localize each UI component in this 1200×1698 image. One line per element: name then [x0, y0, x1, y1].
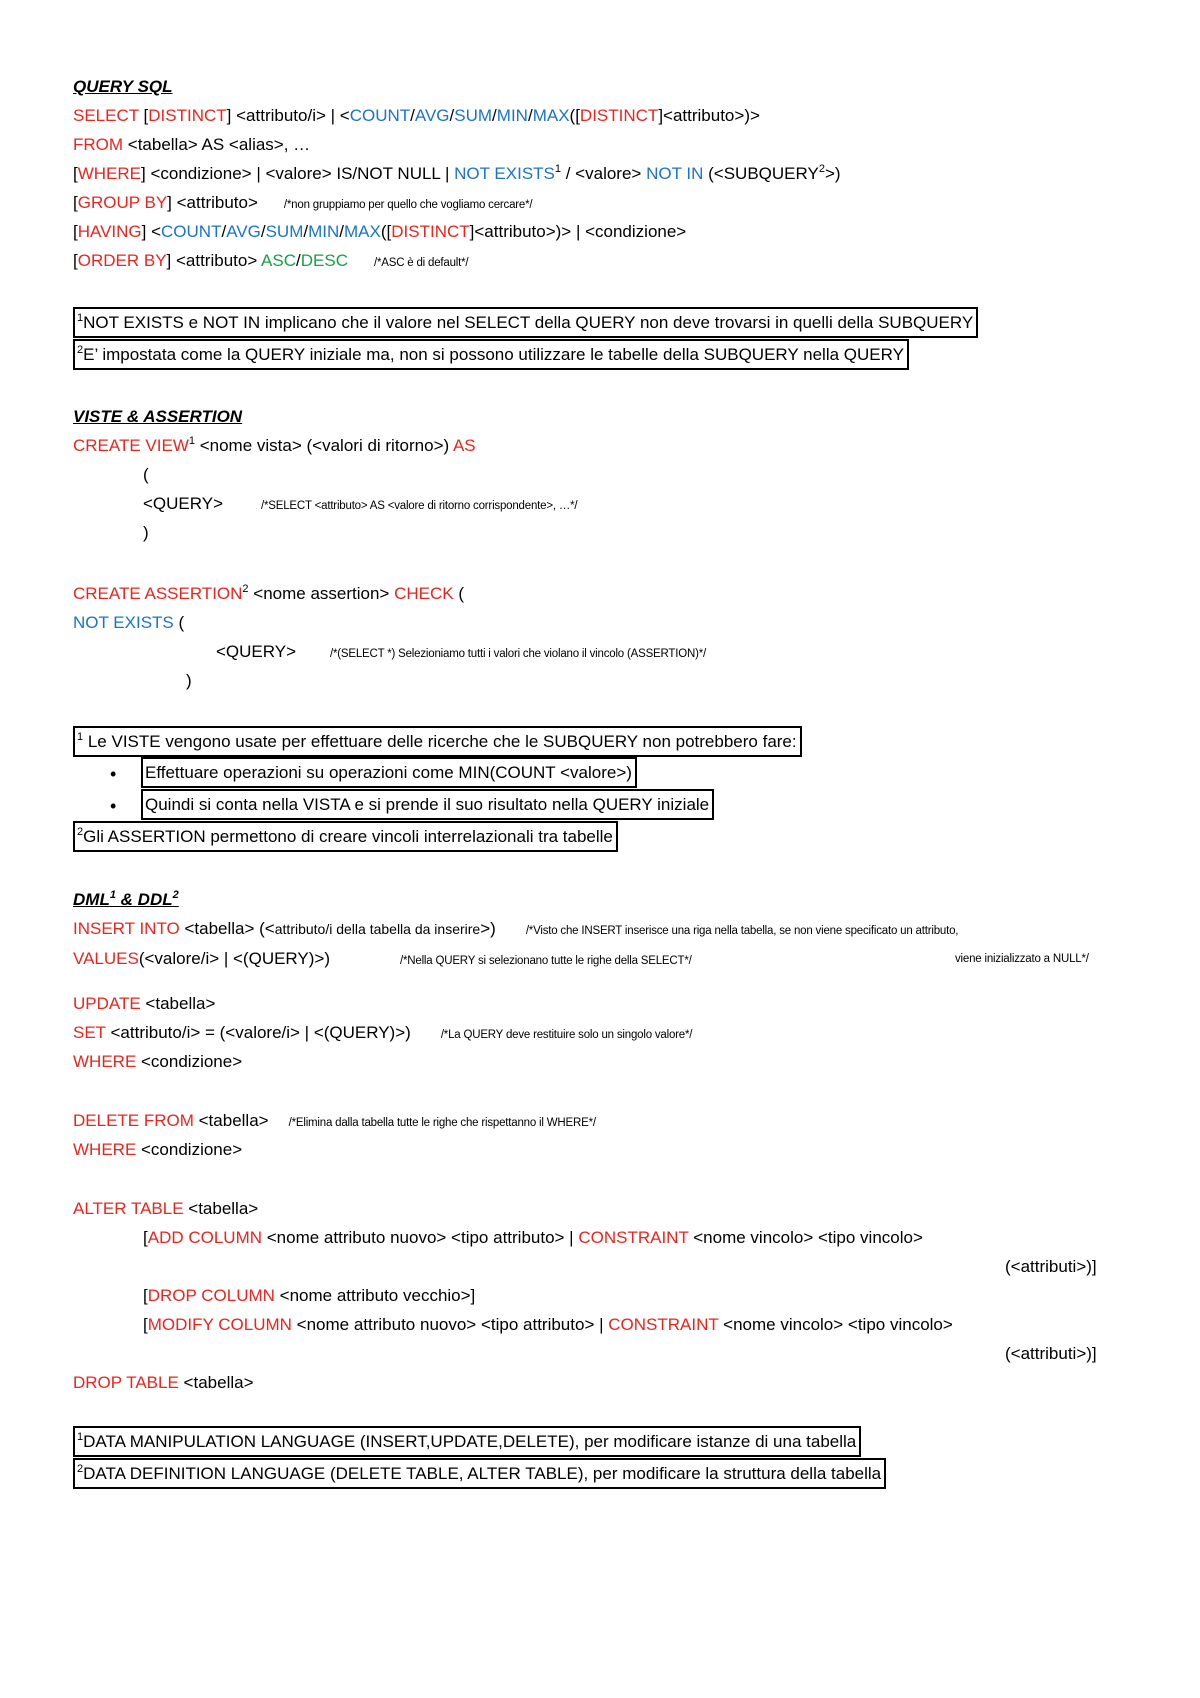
footnote-box: $^2$E’ impostata come la QUERY iniziale ma, non si possono utilizzare le tabelle della SUBQUERY nella QUERY: [73, 339, 909, 370]
add-column-cont: (<attributi>)]: [1005, 1257, 1097, 1276]
not-exists-line: NOT EXISTS (: [73, 613, 185, 632]
orderby-line: [ORDER BY] <attributo> ASC/DESC /*ASC è di default*/: [73, 251, 469, 270]
create-view-line: CREATE $VIEW^1$ <nome vista> (<valori di ritorno>) AS: [73, 435, 476, 455]
from-line: FROM <tabella> AS <alias>, …: [73, 135, 311, 154]
comment: /*SELECT <attributo> AS <valore di ritorno corrispondente>, …*/: [261, 500, 578, 512]
comment: viene inizializzato a NULL*/: [955, 953, 1089, 965]
where-line: WHERE <condizione>: [73, 1052, 243, 1071]
footnote-box: $^2$Gli ASSERTION permettono di creare vincoli interrelazionali tra tabelle: [73, 821, 618, 852]
groupby-line: [GROUP BY] <attributo> /*non gruppiamo per quello che vogliamo cercare*/: [73, 193, 533, 212]
drop-column-line: [DROP COLUMN <nome attributo vecchio>]: [143, 1286, 476, 1305]
comment: /*Elimina dalla tabella tutte le righe che rispettanno il WHERE*/: [288, 1117, 596, 1129]
query-placeholder: <QUERY> /*(SELECT *) Selezioniamo tutti i valori che violano il vincolo (ASSERTION)*/: [216, 642, 706, 661]
bullet-icon: •: [110, 764, 117, 784]
where-line: WHERE <condizione>: [73, 1140, 243, 1159]
create-assertion-line: CREATE $ASSERTION^2$ <nome assertion> CHECK (: [73, 583, 464, 603]
query-placeholder: <QUERY> /*SELECT <attributo> AS <valore di ritorno corrispondente>, …*/: [143, 494, 578, 513]
comment: /*ASC è di default*/: [373, 257, 469, 269]
drop-table-line: DROP TABLE <tabella>: [73, 1373, 254, 1392]
footnote-bullet-box: Effettuare operazioni su operazioni come MIN(COUNT <valore>): [141, 757, 637, 788]
alter-table-line: ALTER TABLE <tabella>: [73, 1199, 259, 1218]
select-line: SELECT [DISTINCT] <attributo/i> | <COUNT/AVG/SUM/MIN/MAX([DISTINCT]<attributo>)>: [73, 106, 760, 125]
kw-select: SELECT: [73, 106, 139, 125]
section-heading-dml: DML$^1$ & DDL$^2$: [73, 889, 179, 909]
comment: /*La QUERY deve restituire solo un singolo valore*/: [440, 1029, 693, 1041]
footnote-box: $^1$NOT EXISTS e NOT IN implicano che il valore nel SELECT della QUERY non deve trovarsi in quelli della SUBQUERY: [73, 307, 978, 338]
comment: /*non gruppiamo per quello che vogliamo cercare*/: [283, 199, 533, 211]
paren-close: ): [186, 671, 192, 690]
paren-close: ): [143, 523, 149, 542]
update-line: UPDATE <tabella>: [73, 994, 216, 1013]
footnote-box: $^2$DATA DEFINITION LANGUAGE (DELETE TABLE, ALTER TABLE), per modificare la struttura della tabella: [73, 1458, 886, 1489]
modify-column-cont: (<attributi>)]: [1005, 1344, 1097, 1363]
comment: /*(SELECT *) Selezioniamo tutti i valori che violano il vincolo (ASSERTION)*/: [330, 648, 706, 660]
where-line: [WHERE] <condizione> | <valore> IS/NOT NULL | NOT EXISTS$^1$ / <valore> NOT IN $(<SUBQUERY^2>)$: [73, 163, 841, 183]
delete-line: DELETE FROM <tabella> /*Elimina dalla tabella tutte le righe che rispettanno il WHERE*/: [73, 1111, 596, 1130]
footnote-bullet-box: Quindi si conta nella VISTA e si prende il suo risultato nella QUERY iniziale: [141, 789, 714, 820]
comment: /*Visto che INSERT inserisce una riga nella tabella, se non viene specificato un attributo,: [525, 925, 959, 937]
footnote-box: $^1$DATA MANIPULATION LANGUAGE (INSERT,UPDATE,DELETE), per modificare istanze di una tabella: [73, 1426, 861, 1457]
bullet-icon: •: [110, 796, 117, 816]
having-line: [HAVING] <COUNT/AVG/SUM/MIN/MAX([DISTINCT]<attributo>)> | <condizione>: [73, 222, 687, 241]
modify-column-line: [MODIFY COLUMN <nome attributo nuovo> <tipo attributo> | CONSTRAINT <nome vincolo> <tipo vincolo>: [143, 1315, 953, 1334]
section-heading-viste: VISTE & ASSERTION: [73, 407, 243, 426]
set-line: SET <attributo/i> = (<valore/i> | <(QUERY)>) /*La QUERY deve restituire solo un singolo valore*/: [73, 1023, 693, 1042]
add-column-line: [ADD COLUMN <nome attributo nuovo> <tipo attributo> | CONSTRAINT <nome vincolo> <tipo vincolo>: [143, 1228, 923, 1247]
insert-line: INSERT INTO <tabella> (<attributo/i della tabella da inserire>) /*Visto che INSERT inserisce una riga nella tabella, se non viene specificato un attributo,: [73, 919, 959, 938]
footnote-box: $^1$ Le VISTE vengono usate per effettuare delle ricerche che le SUBQUERY non potrebbero fare:: [73, 726, 802, 757]
paren-open: (: [143, 465, 149, 484]
comment: /*Nella QUERY si selezionano tutte le righe della SELECT*/: [400, 955, 692, 967]
section-heading-query: QUERY SQL: [73, 77, 173, 96]
values-line: VALUES(<valore/i> | <(QUERY)>) /*Nella QUERY si selezionano tutte le righe della SELECT*/: [73, 949, 692, 968]
